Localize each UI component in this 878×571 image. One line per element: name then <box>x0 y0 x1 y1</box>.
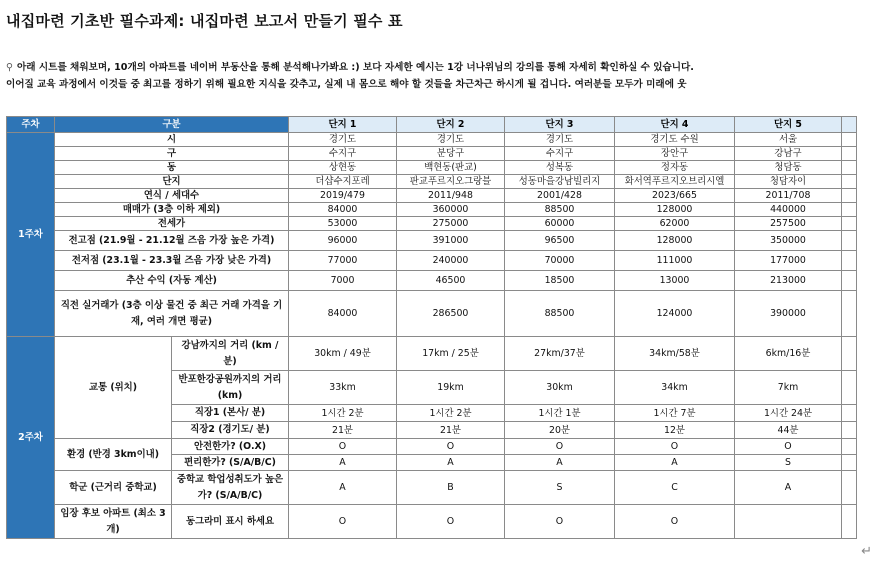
row-label: 직전 실거래가 (3층 이상 물건 중 최근 거래 가격을 기재, 여러 개면 평균) <box>55 291 289 337</box>
spacer-cell <box>842 133 857 147</box>
value-cell: 440000 <box>735 203 842 217</box>
value-cell: 53000 <box>289 217 397 231</box>
row-label: 동 <box>55 161 289 175</box>
intro-text <box>6 59 694 93</box>
value-cell: 350000 <box>735 231 842 251</box>
spacer-cell <box>842 175 857 189</box>
table-row <box>7 291 857 337</box>
table-row <box>7 231 857 251</box>
value-cell: A <box>505 455 615 471</box>
value-cell: A <box>735 471 842 505</box>
value-cell: 청담자이 <box>735 175 842 189</box>
value-cell: O <box>615 505 735 539</box>
value-cell: 34km/58분 <box>615 337 735 371</box>
row-label: 전고점 (21.9월 - 21.12월 즈음 가장 높은 가격) <box>55 231 289 251</box>
value-cell: 27km/37분 <box>505 337 615 371</box>
value-cell: 286500 <box>397 291 505 337</box>
value-cell: 21분 <box>397 422 505 439</box>
row-label: 안전한가? (O.X) <box>172 439 289 455</box>
intro-line-2: 이어질 교육 과정에서 이것들 중 최고를 정하기 위해 필요한 지식을 갖추고, 실제 내 몸으로 해야 할 것들을 차근차근 하시게 될 겁니다. 여러분들 모두가 미래에 웃 <box>6 79 687 90</box>
spacer-cell <box>842 231 857 251</box>
value-cell: 더샵수지포레 <box>289 175 397 189</box>
value-cell: 240000 <box>397 251 505 271</box>
value-cell: 정자동 <box>615 161 735 175</box>
spacer-cell <box>842 422 857 439</box>
header-complex: 단지 3 <box>505 117 615 133</box>
value-cell: O <box>735 439 842 455</box>
value-cell: O <box>397 505 505 539</box>
spacer-cell <box>842 147 857 161</box>
value-cell: 128000 <box>615 203 735 217</box>
group-label: 환경 (반경 3km이내) <box>55 439 172 471</box>
value-cell: 44분 <box>735 422 842 439</box>
value-cell: 34km <box>615 371 735 405</box>
header-complex: 단지 2 <box>397 117 505 133</box>
spacer-cell <box>842 337 857 371</box>
row-label: 편리한가? (S/A/B/C) <box>172 455 289 471</box>
spacer-cell <box>842 189 857 203</box>
value-cell: 7000 <box>289 271 397 291</box>
value-cell: 390000 <box>735 291 842 337</box>
spacer-cell <box>842 203 857 217</box>
spacer-cell <box>842 455 857 471</box>
value-cell: 1시간 1분 <box>505 405 615 422</box>
value-cell: 성동마을강남빌리지 <box>505 175 615 189</box>
table-row <box>7 189 857 203</box>
value-cell: O <box>289 439 397 455</box>
value-cell: 88500 <box>505 203 615 217</box>
row-label: 동그라미 표시 하세요 <box>172 505 289 539</box>
table-row <box>7 133 857 147</box>
value-cell: 257500 <box>735 217 842 231</box>
value-cell: S <box>735 455 842 471</box>
value-cell: 360000 <box>397 203 505 217</box>
value-cell: 77000 <box>289 251 397 271</box>
table-row <box>7 505 857 539</box>
table-row <box>7 439 857 455</box>
value-cell: 46500 <box>397 271 505 291</box>
value-cell: 33km <box>289 371 397 405</box>
row-label: 반포한강공원까지의 거리 (km) <box>172 371 289 405</box>
table-row <box>7 117 857 133</box>
week-label: 2주차 <box>7 337 55 539</box>
value-cell: A <box>289 471 397 505</box>
row-label: 연식 / 세대수 <box>55 189 289 203</box>
row-label: 단지 <box>55 175 289 189</box>
value-cell: 장안구 <box>615 147 735 161</box>
value-cell: A <box>397 455 505 471</box>
value-cell: 70000 <box>505 251 615 271</box>
value-cell: 분당구 <box>397 147 505 161</box>
value-cell: 96000 <box>289 231 397 251</box>
spacer-cell <box>842 271 857 291</box>
table-row <box>7 217 857 231</box>
value-cell: C <box>615 471 735 505</box>
value-cell: 6km/16분 <box>735 337 842 371</box>
group-label: 교통 (위치) <box>55 337 172 439</box>
value-cell: 2023/665 <box>615 189 735 203</box>
row-label: 전세가 <box>55 217 289 231</box>
row-label: 매매가 (3층 이하 제외) <box>55 203 289 217</box>
spacer-cell <box>842 291 857 337</box>
value-cell: 20분 <box>505 422 615 439</box>
value-cell: 21분 <box>289 422 397 439</box>
header-complex: 단지 1 <box>289 117 397 133</box>
header-complex: 단지 4 <box>615 117 735 133</box>
value-cell: 13000 <box>615 271 735 291</box>
row-label: 시 <box>55 133 289 147</box>
group-label: 임장 후보 아파트 (최소 3개) <box>55 505 172 539</box>
row-label: 직장1 (본사/ 분) <box>172 405 289 422</box>
value-cell: O <box>615 439 735 455</box>
group-label: 학군 (근거리 중학교) <box>55 471 172 505</box>
value-cell: 1시간 24분 <box>735 405 842 422</box>
table-row <box>7 147 857 161</box>
value-cell: 12분 <box>615 422 735 439</box>
table-row <box>7 203 857 217</box>
row-label: 중학교 학업성취도가 높은가? (S/A/B/C) <box>172 471 289 505</box>
spacer-cell <box>842 217 857 231</box>
table-row <box>7 175 857 189</box>
table-row <box>7 251 857 271</box>
value-cell: 19km <box>397 371 505 405</box>
table-row <box>7 161 857 175</box>
header-complex: 단지 5 <box>735 117 842 133</box>
header-week: 주차 <box>7 117 55 133</box>
value-cell: O <box>289 505 397 539</box>
page-title: 내집마련 기초반 필수과제: 내집마련 보고서 만들기 필수 표 <box>6 12 403 30</box>
value-cell: 391000 <box>397 231 505 251</box>
value-cell: 경기도 <box>397 133 505 147</box>
value-cell: 60000 <box>505 217 615 231</box>
value-cell: 177000 <box>735 251 842 271</box>
value-cell: 2011/708 <box>735 189 842 203</box>
table-row <box>7 471 857 505</box>
week-label: 1주차 <box>7 133 55 337</box>
value-cell <box>735 505 842 539</box>
value-cell: 111000 <box>615 251 735 271</box>
value-cell: 2001/428 <box>505 189 615 203</box>
spacer-cell <box>842 251 857 271</box>
spacer-cell <box>842 439 857 455</box>
value-cell: 상현동 <box>289 161 397 175</box>
value-cell: 2011/948 <box>397 189 505 203</box>
return-mark-icon: ↵ <box>861 544 872 559</box>
value-cell: O <box>505 439 615 455</box>
spacer-cell <box>842 405 857 422</box>
value-cell: S <box>505 471 615 505</box>
value-cell: 서울 <box>735 133 842 147</box>
value-cell: 96500 <box>505 231 615 251</box>
value-cell: 청담동 <box>735 161 842 175</box>
value-cell: O <box>505 505 615 539</box>
value-cell: 경기도 <box>289 133 397 147</box>
value-cell: 백현동(판교) <box>397 161 505 175</box>
value-cell: 화서역푸르지오브리시엘 <box>615 175 735 189</box>
value-cell: 124000 <box>615 291 735 337</box>
value-cell: 1시간 2분 <box>289 405 397 422</box>
report-table <box>6 116 857 539</box>
value-cell: B <box>397 471 505 505</box>
value-cell: 30km / 49분 <box>289 337 397 371</box>
value-cell: 판교푸르지오그랑블 <box>397 175 505 189</box>
spacer-cell <box>842 161 857 175</box>
row-label: 직장2 (경기도/ 분) <box>172 422 289 439</box>
value-cell: 강남구 <box>735 147 842 161</box>
spacer-cell <box>842 471 857 505</box>
value-cell: 수지구 <box>289 147 397 161</box>
value-cell: 17km / 25분 <box>397 337 505 371</box>
table-row <box>7 271 857 291</box>
value-cell: 2019/479 <box>289 189 397 203</box>
value-cell: 성복동 <box>505 161 615 175</box>
row-label: 강남까지의 거리 (km / 분) <box>172 337 289 371</box>
value-cell: 수지구 <box>505 147 615 161</box>
value-cell: 62000 <box>615 217 735 231</box>
value-cell: 84000 <box>289 203 397 217</box>
value-cell: 213000 <box>735 271 842 291</box>
table-row <box>7 337 857 371</box>
value-cell: 275000 <box>397 217 505 231</box>
value-cell: 경기도 <box>505 133 615 147</box>
row-label: 추산 수익 (자동 계산) <box>55 271 289 291</box>
value-cell: 1시간 7분 <box>615 405 735 422</box>
value-cell: 18500 <box>505 271 615 291</box>
row-label: 구 <box>55 147 289 161</box>
row-label: 전저점 (23.1월 - 23.3월 즈음 가장 낮은 가격) <box>55 251 289 271</box>
value-cell: A <box>615 455 735 471</box>
value-cell: 경기도 수원 <box>615 133 735 147</box>
spacer-cell <box>842 117 857 133</box>
value-cell: 1시간 2분 <box>397 405 505 422</box>
map-pin-icon: ⚲ <box>6 62 14 73</box>
spacer-cell <box>842 505 857 539</box>
value-cell: 84000 <box>289 291 397 337</box>
value-cell: A <box>289 455 397 471</box>
value-cell: O <box>397 439 505 455</box>
header-category: 구분 <box>55 117 289 133</box>
intro-line-1: 아래 시트를 채워보며, 10개의 아파트를 네이버 부동산을 통해 분석해나가봐요 :) 보다 자세한 예시는 1강 너나위님의 강의를 통해 자세히 확인하실 수 있습니다. <box>17 62 694 73</box>
value-cell: 7km <box>735 371 842 405</box>
value-cell: 88500 <box>505 291 615 337</box>
value-cell: 30km <box>505 371 615 405</box>
spacer-cell <box>842 371 857 405</box>
value-cell: 128000 <box>615 231 735 251</box>
